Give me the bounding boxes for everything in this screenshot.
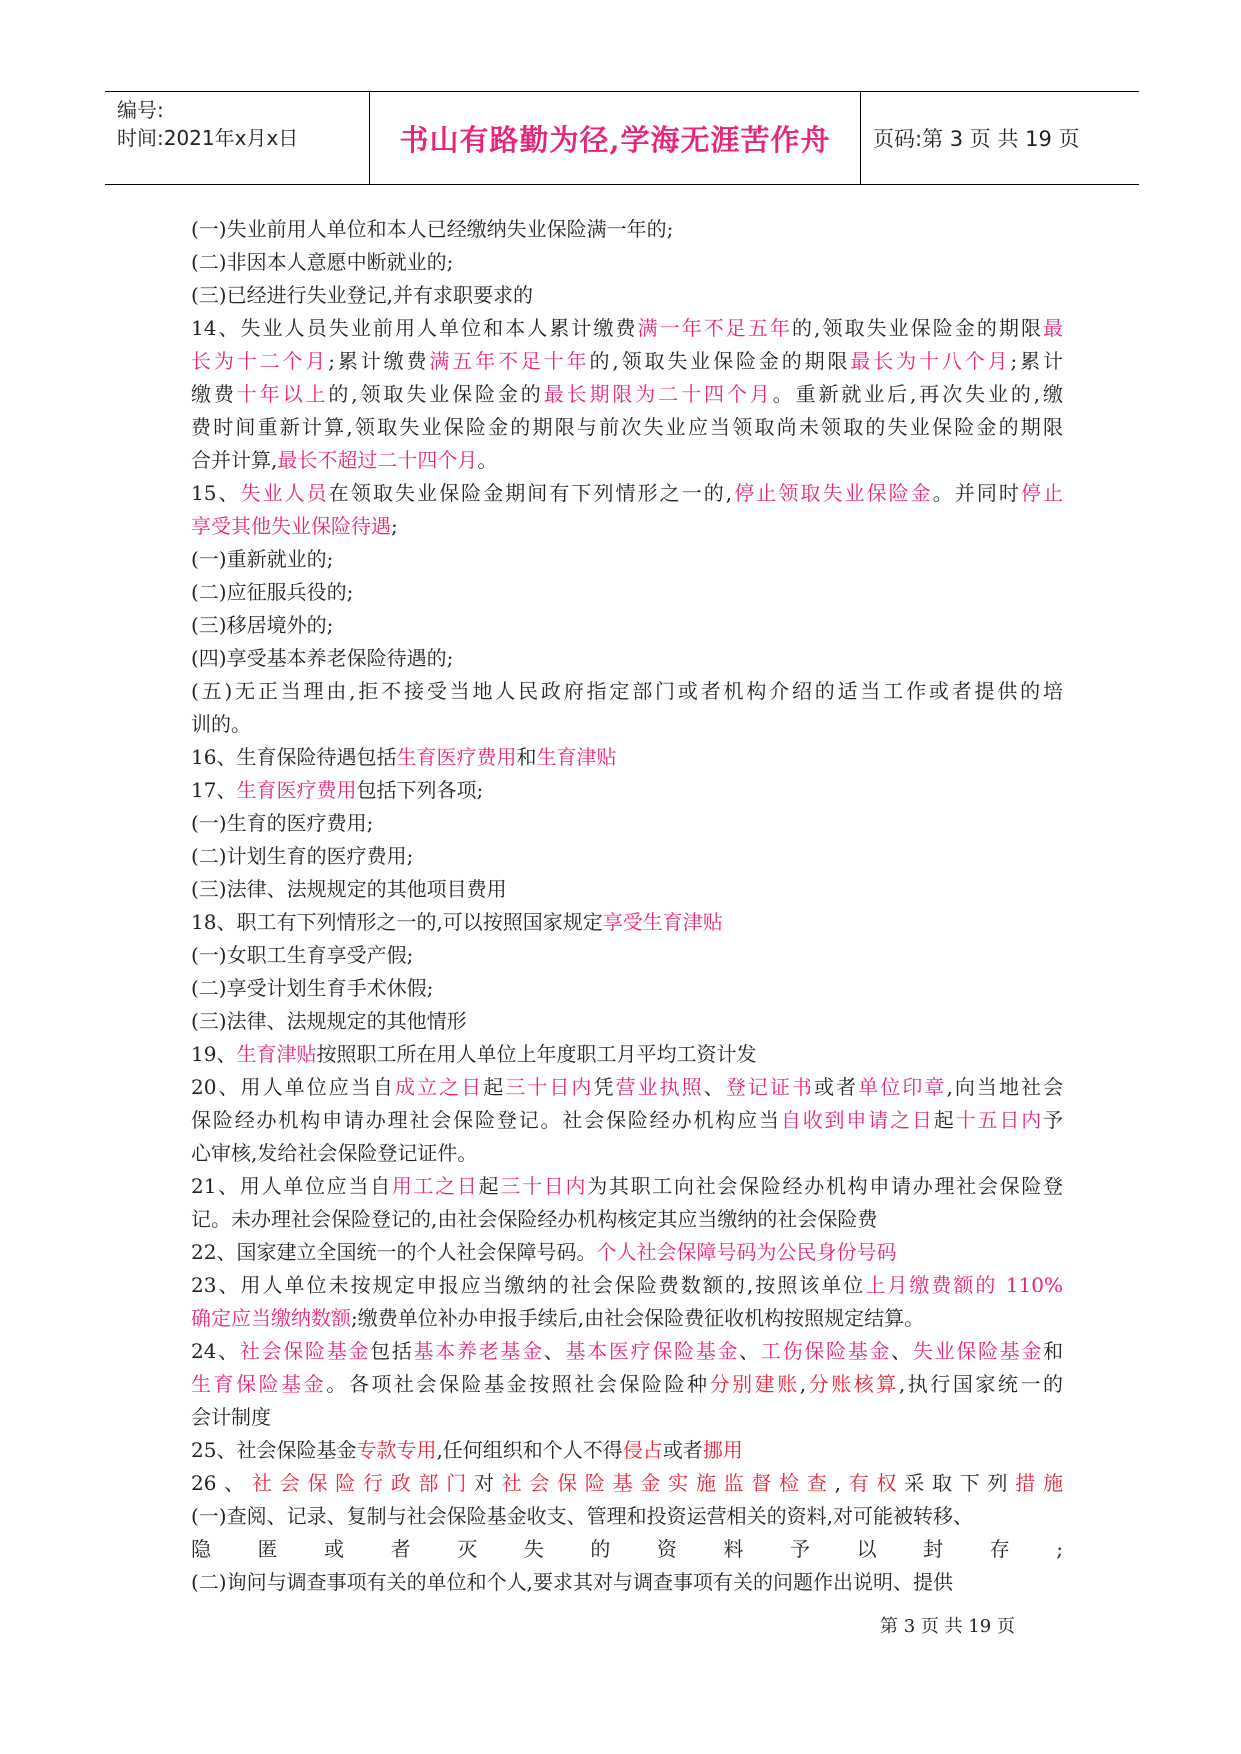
text-segment: 按照职工所在用人单位上年度职工月平均工资计发 — [316, 1042, 757, 1066]
text-segment: 21、用人单位应当自 — [191, 1174, 392, 1198]
text-segment: (五)无正当理由,拒不接受当地人民政府指定部门或者机构介绍的适当工作或者提供的培 — [191, 679, 1063, 703]
document-body — [191, 213, 1063, 1599]
text-line — [191, 774, 1063, 807]
highlighted-text: 十年以上 — [236, 382, 329, 406]
text-line — [191, 213, 1063, 246]
text-segment: 在领取失业保险金期间有下列情形之一的, — [328, 481, 733, 505]
text-segment: 合并计算, — [191, 448, 278, 472]
header-page-label: 页码:第 3 页 共 19 页 — [873, 127, 1080, 151]
text-segment: 16、生育保险待遇包括 — [191, 745, 397, 769]
highlighted-text: 社会保险行政部门 — [251, 1471, 474, 1495]
text-segment: 的,领取失业保险金的期限 — [791, 316, 1044, 340]
highlighted-text: 长为十二个月 — [191, 349, 329, 373]
highlighted-text: 社会保险基金 — [239, 1339, 371, 1363]
text-segment: 、 — [739, 1339, 761, 1363]
text-segment: 20、用人单位应当自 — [191, 1075, 395, 1099]
highlighted-text: 营业执照 — [615, 1075, 704, 1099]
highlighted-text: 个人社会保障号码为公民身份号码 — [596, 1240, 897, 1264]
text-segment: 。各项社会保险基金按照社会保险险种 — [326, 1372, 710, 1396]
text-line — [191, 741, 1063, 774]
header-divider — [860, 92, 861, 184]
text-line — [191, 246, 1063, 279]
text-segment: 。 — [477, 448, 498, 472]
text-segment: 和 — [516, 745, 537, 769]
text-segment: ;累计缴费 — [328, 349, 430, 373]
text-segment: 、 — [543, 1339, 566, 1363]
highlighted-text: 专款专用 — [356, 1438, 437, 1462]
text-line — [191, 1236, 1063, 1269]
text-segment: 包括下列各项; — [356, 778, 484, 802]
text-line — [191, 1170, 1063, 1203]
serial-label: 编号: — [117, 98, 164, 122]
highlighted-text: 成立之日 — [394, 1075, 484, 1099]
text-segment: (二)询问与调查事项有关的单位和个人,要求其对与调查事项有关的问题作出说明、提供 — [191, 1570, 953, 1594]
text-segment: 。重新就业后,再次失业的,缴 — [772, 382, 1063, 406]
highlighted-text: 最长期限为二十四个月 — [543, 382, 773, 406]
text-segment: ; — [391, 514, 398, 538]
highlighted-text: 挪用 — [702, 1438, 743, 1462]
text-segment: (三)法律、法规规定的其他情形 — [191, 1009, 467, 1033]
text-segment: (二)计划生育的医疗费用; — [191, 844, 414, 868]
text-line — [191, 444, 1063, 477]
highlighted-text: 登记证书 — [725, 1075, 815, 1099]
text-segment: 为其职工向社会保险经办机构申请办理社会保险登 — [587, 1174, 1063, 1198]
highlighted-text: 确定应当缴纳数额 — [191, 1306, 351, 1330]
text-segment: 予 — [1043, 1108, 1063, 1132]
text-segment: (一)失业前用人单位和本人已经缴纳失业保险满一年的; — [191, 217, 674, 241]
text-line — [191, 939, 1063, 972]
highlighted-text: 满一年不足五年 — [637, 316, 792, 340]
text-segment: 包括 — [370, 1339, 414, 1363]
text-line — [191, 1467, 1063, 1500]
highlighted-text: 上月缴费额的 110% — [865, 1273, 1063, 1297]
text-segment: ;累计 — [1010, 349, 1063, 373]
text-segment: (一)查阅、记录、复制与社会保险基金收支、管理和投资运营相关的资料,对可能被转移、 — [191, 1504, 973, 1528]
text-segment: 或者 — [814, 1075, 859, 1099]
text-line — [191, 477, 1063, 510]
text-line — [191, 576, 1063, 609]
highlighted-text: 享受生育津贴 — [602, 910, 723, 934]
header-motto: 书山有路勤为径,学海无涯苦作舟 — [399, 122, 831, 157]
highlighted-text: 满五年不足十年 — [429, 349, 590, 373]
highlighted-text: 用工之日 — [391, 1174, 479, 1198]
text-line — [191, 675, 1063, 708]
header-meta — [117, 96, 298, 152]
highlighted-text: 停止领取失业保险金 — [732, 481, 933, 505]
highlighted-text: 享受其他失业保险待遇 — [191, 514, 391, 538]
text-segment: (二)享受计划生育手术休假; — [191, 976, 434, 1000]
text-segment: 24、 — [191, 1339, 240, 1363]
text-segment: 的,领取失业保险金的 — [328, 382, 544, 406]
highlighted-text: 十五日内 — [955, 1108, 1044, 1132]
text-line — [191, 1269, 1063, 1302]
text-line — [191, 1137, 1063, 1170]
text-segment: 或者 — [662, 1438, 703, 1462]
text-segment: , — [834, 1471, 842, 1495]
highlighted-text: 自收到申请之日 — [780, 1108, 934, 1132]
highlighted-text: 分别建账 — [709, 1372, 800, 1396]
text-segment: 会计制度 — [191, 1405, 271, 1429]
page-footer: 第 3 页 共 19 页 — [880, 1616, 1015, 1637]
highlighted-text: 停止 — [1020, 481, 1063, 505]
text-segment: (二)应征服兵役的; — [191, 580, 354, 604]
text-segment: ,执行国家统一的 — [898, 1372, 1063, 1396]
text-line — [191, 1005, 1063, 1038]
highlighted-text: 工伤保险基金 — [760, 1339, 892, 1363]
text-segment: 采取下列 — [904, 1471, 1016, 1495]
text-line — [191, 642, 1063, 675]
text-segment: 15、 — [191, 481, 241, 505]
text-segment: 的,领取失业保险金的期限 — [589, 349, 851, 373]
text-line — [191, 1203, 1063, 1236]
text-line — [191, 906, 1063, 939]
time-label: 时间:2021年x月x日 — [117, 126, 299, 150]
text-segment: 心审核,发给社会保险登记证件。 — [191, 1141, 478, 1165]
text-segment: 隐匿或者灭失的资料予以封存; — [191, 1537, 1063, 1561]
text-line — [191, 1071, 1063, 1104]
text-segment: (一)女职工生育享受产假; — [191, 943, 414, 967]
text-line — [191, 411, 1063, 444]
text-segment: (四)享受基本养老保险待遇的; — [191, 646, 454, 670]
text-segment: 18、职工有下列情形之一的,可以按照国家规定 — [191, 910, 603, 934]
text-segment: (一)生育的医疗费用; — [191, 811, 374, 835]
text-segment: 起 — [933, 1108, 956, 1132]
highlighted-text: 社会保险基金实施监督检查 — [501, 1471, 835, 1495]
text-line — [191, 312, 1063, 345]
text-segment: 训的。 — [191, 712, 251, 736]
text-segment: (三)已经进行失业登记,并有求职要求的 — [191, 283, 533, 307]
highlighted-text: 有权 — [841, 1471, 905, 1495]
text-segment: 。并同时 — [932, 481, 1021, 505]
text-segment: 、 — [703, 1075, 726, 1099]
highlighted-text: 侵占 — [622, 1438, 663, 1462]
text-line — [191, 510, 1063, 543]
text-segment: 和 — [1043, 1339, 1063, 1363]
text-segment: ,任何组织和个人不得 — [436, 1438, 623, 1462]
text-line — [191, 840, 1063, 873]
text-segment: 缴费 — [191, 382, 237, 406]
text-segment: ;缴费单位补办申报手续后,由社会保险费征收机构按照规定结算。 — [351, 1306, 925, 1330]
text-segment: 17、 — [191, 778, 237, 802]
text-line — [191, 1104, 1063, 1137]
text-line — [191, 1566, 1063, 1599]
text-segment: 凭 — [593, 1075, 616, 1099]
text-line — [191, 1368, 1063, 1401]
highlighted-text: 三十日内 — [500, 1174, 588, 1198]
text-line — [191, 708, 1063, 741]
highlighted-text: 最长为十八个月 — [850, 349, 1011, 373]
text-segment: (三)移居境外的; — [191, 613, 334, 637]
page-header — [105, 91, 1139, 185]
text-line — [191, 378, 1063, 411]
text-line — [191, 345, 1063, 378]
text-line — [191, 609, 1063, 642]
highlighted-text: 分账核算 — [806, 1372, 899, 1396]
text-line — [191, 1500, 1063, 1533]
text-line — [191, 1401, 1063, 1434]
text-segment: 22、国家建立全国统一的个人社会保障号码。 — [191, 1240, 597, 1264]
text-segment: 费时间重新计算,领取失业保险金的期限与前次失业应当领取尚未领取的失业保险金的期限 — [191, 415, 1063, 439]
highlighted-text: 生育医疗费用 — [236, 778, 357, 802]
text-line — [191, 1335, 1063, 1368]
text-segment: (一)重新就业的; — [191, 547, 334, 571]
highlighted-text: 三十日内 — [505, 1075, 594, 1099]
text-segment: 对 — [473, 1471, 502, 1495]
highlighted-text: 失业保险基金 — [912, 1339, 1044, 1363]
highlighted-text: 措施 — [1015, 1471, 1063, 1495]
text-line — [191, 1533, 1063, 1566]
text-segment: (二)非因本人意愿中断就业的; — [191, 250, 454, 274]
highlighted-text: 生育保险基金 — [191, 1372, 327, 1396]
text-line — [191, 873, 1063, 906]
text-segment: 记。未办理社会保险登记的,由社会保险经办机构核定其应当缴纳的社会保险费 — [191, 1207, 878, 1231]
text-line — [191, 1434, 1063, 1467]
highlighted-text: 最长不超过二十四个月 — [277, 448, 478, 472]
text-line — [191, 1038, 1063, 1071]
text-line — [191, 279, 1063, 312]
highlighted-text: 基本养老基金 — [413, 1339, 544, 1363]
text-segment: 26、 — [191, 1471, 252, 1495]
text-segment: 起 — [483, 1075, 506, 1099]
text-segment: 25、社会保险基金 — [191, 1438, 357, 1462]
text-segment: 23、用人单位未按规定申报应当缴纳的社会保险费数额的,按照该单位 — [191, 1273, 866, 1297]
text-line — [191, 1302, 1063, 1335]
highlighted-text: 生育津贴 — [536, 745, 617, 769]
highlighted-text: 基本医疗保险基金 — [565, 1339, 740, 1363]
text-segment: 19、 — [191, 1042, 237, 1066]
text-segment: ,向当地社会 — [946, 1075, 1063, 1099]
text-segment: 、 — [891, 1339, 913, 1363]
highlighted-text: 单位印章 — [858, 1075, 947, 1099]
highlighted-text: 生育津贴 — [236, 1042, 317, 1066]
text-segment: (三)法律、法规规定的其他项目费用 — [191, 877, 507, 901]
text-line — [191, 972, 1063, 1005]
text-segment: 保险经办机构申请办理社会保险登记。社会保险经办机构应当 — [191, 1108, 781, 1132]
text-segment: 14、失业人员失业前用人单位和本人累计缴费 — [191, 316, 638, 340]
highlighted-text: 失业人员 — [240, 481, 329, 505]
text-segment: , — [799, 1372, 807, 1396]
text-line — [191, 807, 1063, 840]
text-line — [191, 543, 1063, 576]
text-segment: 起 — [478, 1174, 501, 1198]
highlighted-text: 生育医疗费用 — [396, 745, 517, 769]
highlighted-text: 最 — [1043, 316, 1063, 340]
